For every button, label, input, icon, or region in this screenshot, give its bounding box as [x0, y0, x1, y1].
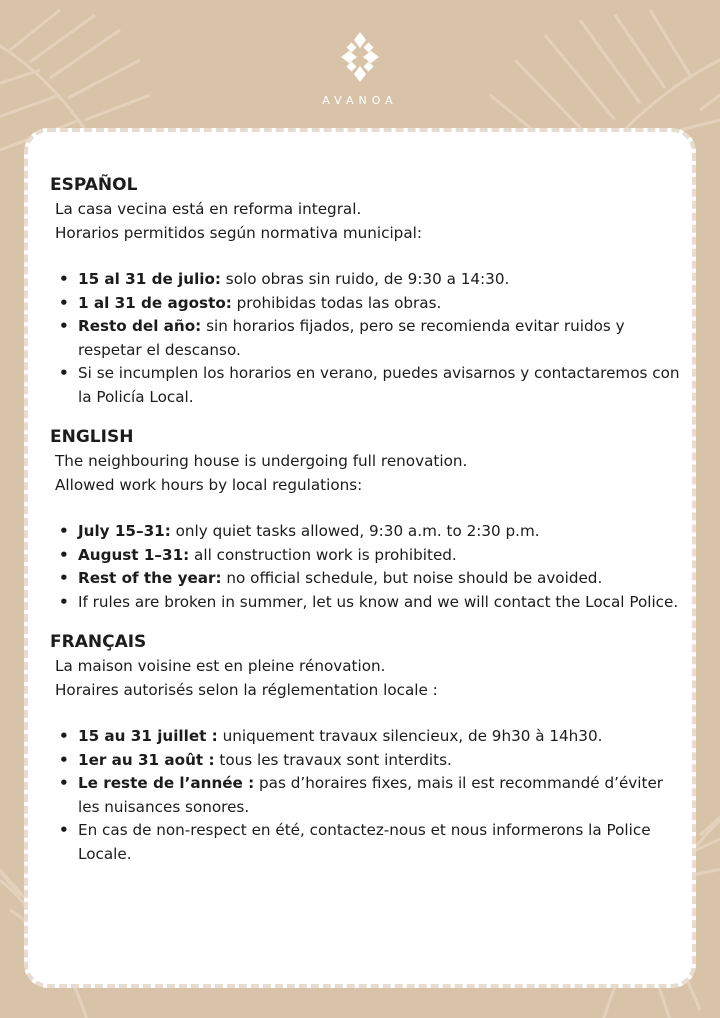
- item-text: prohibidas todas las obras.: [231, 293, 442, 312]
- list-item: [59, 819, 680, 866]
- item-label: 15 al 31 de julio:: [78, 270, 221, 288]
- intro-line: Horarios permitidos según normativa municipal:: [55, 223, 422, 242]
- bullet-icon: •: [59, 293, 69, 312]
- section-français: [50, 629, 680, 866]
- item-text: pas d’horaires fixes, mais il est recommandé d’éviter les nuisances sonores.: [78, 774, 664, 816]
- bullet-icon: •: [59, 270, 69, 288]
- item-text: only quiet tasks allowed, 9:30 a.m. to 2:30 p.m.: [170, 522, 540, 540]
- item-label: 1er au 31 août :: [78, 750, 215, 769]
- item-label: 1 al 31 de agosto:: [78, 293, 232, 312]
- section-title: ENGLISH: [50, 427, 134, 447]
- item-label: Resto del año:: [78, 317, 202, 335]
- lotus-icon: [335, 30, 385, 84]
- list-item: [59, 315, 680, 362]
- intro-line: La casa vecina está en reforma integral.: [55, 200, 362, 218]
- notice-card: [24, 128, 696, 988]
- list-item: [59, 749, 680, 773]
- list-item: [59, 268, 680, 292]
- item-label: Rest of the year:: [78, 569, 222, 587]
- item-label: August 1–31:: [78, 545, 190, 564]
- rule-list: [50, 520, 680, 614]
- bullet-icon: •: [59, 364, 69, 382]
- bullet-icon: •: [59, 317, 69, 335]
- item-label: July 15–31:: [78, 522, 171, 540]
- list-item: [59, 567, 680, 591]
- item-label: 15 au 31 juillet :: [78, 727, 218, 745]
- section-title: FRANÇAIS: [50, 632, 147, 652]
- spacer: [50, 245, 680, 268]
- item-text: no official schedule, but noise should be avoided.: [221, 569, 603, 587]
- spacer: [50, 702, 680, 725]
- list-item: [59, 772, 680, 819]
- section-english: [50, 424, 680, 614]
- bullet-icon: •: [59, 727, 69, 745]
- item-text: solo obras sin ruido, de 9:30 a 14:30.: [220, 270, 510, 288]
- rule-list: [50, 268, 680, 409]
- list-item: [59, 362, 680, 409]
- bullet-icon: •: [59, 545, 69, 564]
- list-item: [59, 292, 680, 316]
- list-item: [59, 544, 680, 568]
- intro-line: Horaires autorisés selon la réglementation locale :: [55, 680, 438, 699]
- item-text: En cas de non-respect en été, contactez-nous et nous informerons la Police Locale.: [78, 821, 651, 863]
- bullet-icon: •: [59, 592, 69, 611]
- intro-line: Allowed work hours by local regulations:: [55, 475, 363, 494]
- list-item: [59, 520, 680, 544]
- intro-line: La maison voisine est en pleine rénovation.: [55, 657, 386, 675]
- bullet-icon: •: [59, 774, 69, 792]
- item-text: tous les travaux sont interdits.: [214, 750, 452, 769]
- rule-list: [50, 725, 680, 866]
- list-item: [59, 591, 680, 615]
- item-text: uniquement travaux silencieux, de 9h30 à 14h30.: [217, 727, 603, 745]
- section-title: ESPAÑOL: [50, 175, 138, 195]
- spacer: [50, 497, 680, 520]
- bullet-icon: •: [59, 522, 69, 540]
- item-label: Le reste de l’année :: [78, 774, 255, 792]
- item-text: If rules are broken in summer, let us know and we will contact the Local Police.: [78, 592, 679, 611]
- brand-logo: [0, 30, 720, 107]
- bullet-icon: •: [59, 750, 69, 769]
- bullet-icon: •: [59, 821, 69, 839]
- intro-line: The neighbouring house is undergoing full renovation.: [55, 452, 468, 470]
- brand-name: AVANOA: [322, 94, 398, 107]
- list-item: [59, 725, 680, 749]
- notice-content: [50, 172, 680, 881]
- section-español: [50, 172, 680, 409]
- bullet-icon: •: [59, 569, 69, 587]
- item-text: sin horarios fijados, pero se recomienda evitar ruidos y respetar el descanso.: [78, 317, 625, 359]
- item-text: Si se incumplen los horarios en verano, puedes avisarnos y contactaremos con la Policía Local.: [78, 364, 680, 406]
- item-text: all construction work is prohibited.: [189, 545, 457, 564]
